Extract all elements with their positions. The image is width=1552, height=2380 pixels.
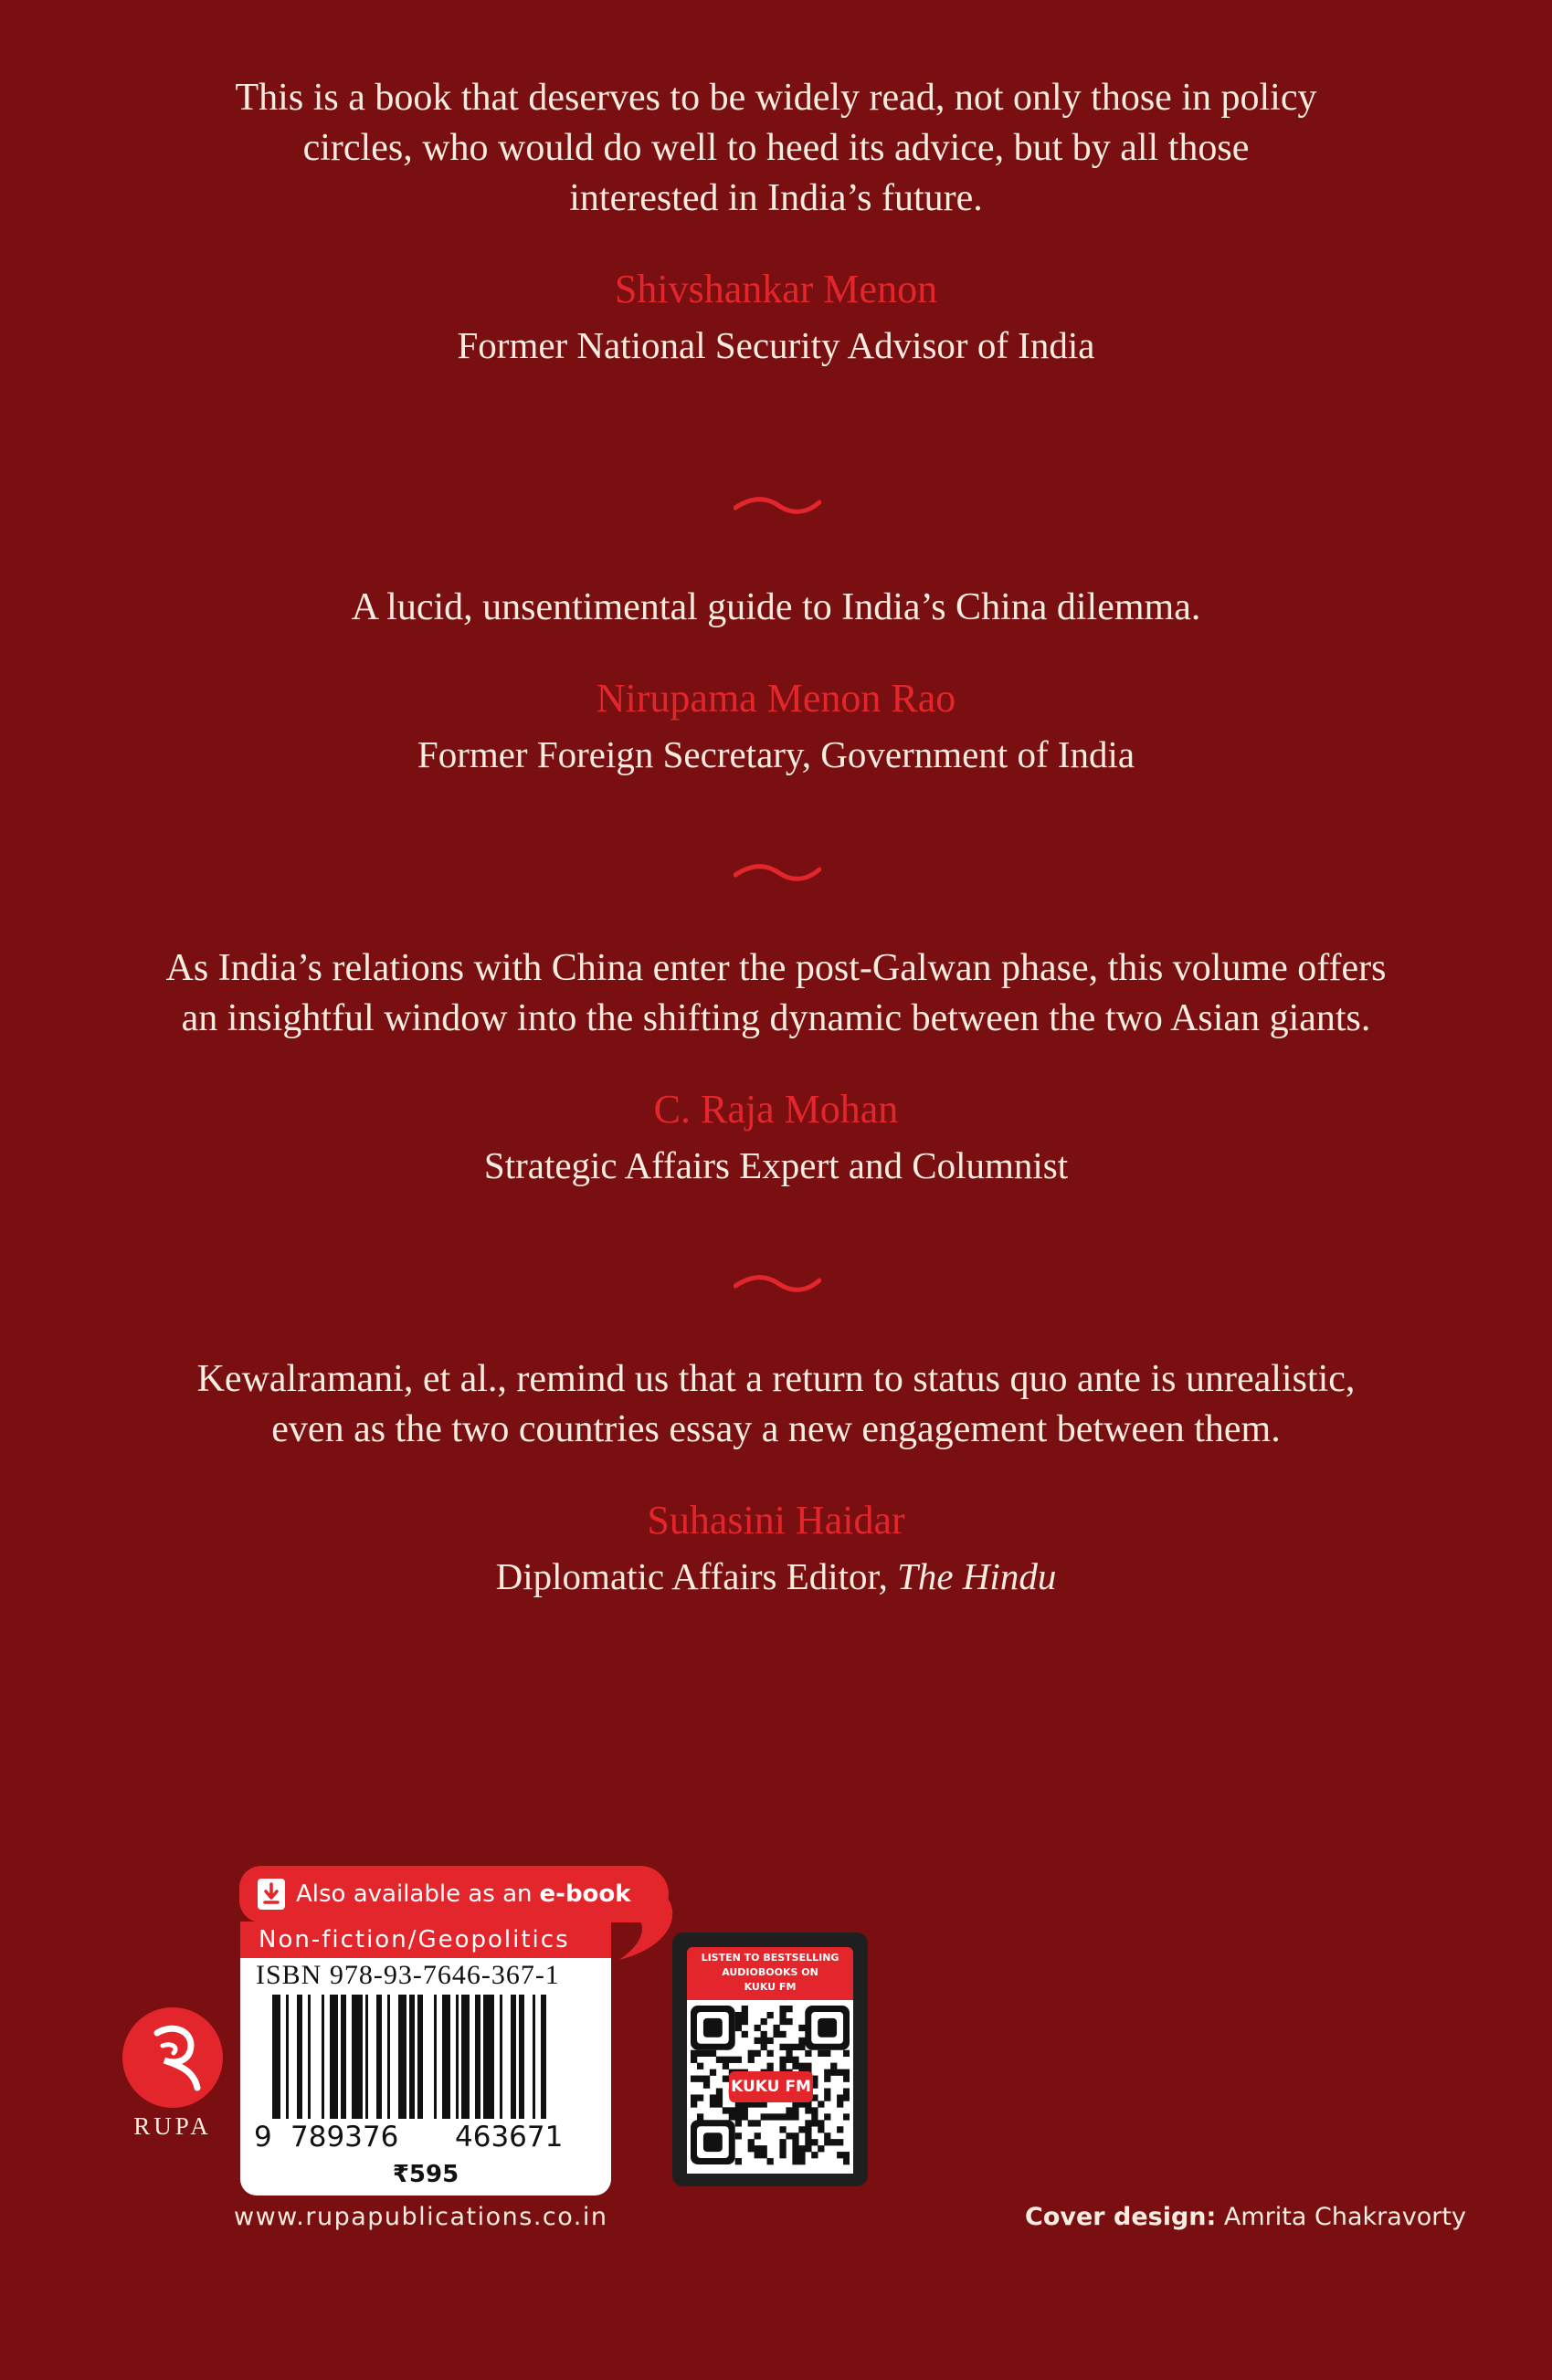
ebook-text: Also available as an — [296, 1880, 533, 1908]
ebook-bold-text: e-book — [539, 1880, 631, 1908]
blurb-author: Suhasini Haidar — [647, 1498, 905, 1543]
blurb-3 — [0, 943, 1552, 1191]
publisher-website: www.rupapublications.co.in — [234, 2203, 608, 2231]
book-price: ₹595 — [392, 2161, 459, 2188]
swash-divider-icon — [734, 860, 821, 888]
publisher-name: RUPA — [133, 2112, 212, 2140]
qr-heading — [687, 1947, 853, 2000]
qr-heading-line: KUKU FM — [744, 1981, 797, 1993]
blurb-4 — [0, 1354, 1552, 1602]
blurb-quote — [0, 583, 1552, 633]
blurb-2 — [0, 583, 1552, 780]
barcode-digit-lead: 9 — [254, 2121, 272, 2154]
quote-line: Kewalramani, et al., remind us that a return to status quo ante is unrealistic, — [196, 1358, 1356, 1400]
blurb-author-role: Former National Security Advisor of India — [457, 324, 1095, 366]
quote-line: This is a book that deserves to be widely read, not only those in policy — [235, 77, 1317, 119]
blurb-author-role: Former Foreign Secretary, Government of India — [417, 733, 1135, 775]
credit-name: Amrita Chakravorty — [1223, 2203, 1466, 2231]
cover-design-credit — [1025, 2203, 1466, 2231]
blurb-quote — [0, 1354, 1552, 1455]
quote-line: A lucid, unsentimental guide to India’s China dilemma. — [351, 586, 1201, 628]
barcode-icon — [272, 1995, 583, 2119]
blurb-1 — [0, 73, 1552, 371]
quote-line: circles, who would do well to heed its advice, but by all those — [302, 127, 1250, 169]
swash-divider-icon — [734, 493, 821, 521]
barcode-digits-left: 789376 — [290, 2121, 399, 2154]
blurb-author: Nirupama Menon Rao — [596, 676, 956, 721]
barcode-digits-right: 463671 — [455, 2121, 564, 2154]
quote-line: interested in India’s future. — [569, 177, 983, 219]
blurb-quote — [0, 943, 1552, 1044]
publication-name: The Hindu — [897, 1555, 1057, 1597]
blurb-quote — [0, 73, 1552, 224]
rupa-logo-icon — [121, 2006, 225, 2110]
isbn-number: ISBN 978-93-7646-367-1 — [256, 1960, 560, 1990]
qr-heading-line: LISTEN TO BESTSELLING — [701, 1952, 839, 1964]
role-prefix: Diplomatic Affairs Editor, — [495, 1555, 898, 1597]
qr-heading-line: AUDIOBOOKS ON — [722, 1966, 818, 1978]
credit-label: Cover design: — [1025, 2203, 1217, 2231]
swash-divider-icon — [734, 1271, 821, 1299]
quote-line: even as the two countries essay a new engagement between them. — [271, 1408, 1281, 1450]
blurb-author: C. Raja Mohan — [653, 1087, 899, 1132]
blurb-author: Shivshankar Menon — [614, 267, 938, 311]
book-category: Non-fiction/Geopolitics — [240, 1922, 611, 1958]
kuku-fm-logo: KUKU FM — [729, 2071, 813, 2102]
blurb-author-role: Strategic Affairs Expert and Columnist — [483, 1144, 1069, 1186]
blurb-author-role — [0, 1552, 1552, 1602]
quote-line: an insightful window into the shifting dynamic between the two Asian giants. — [181, 997, 1371, 1039]
download-icon — [258, 1879, 285, 1910]
quote-line: As India’s relations with China enter the post-Galwan phase, this volume offers — [165, 947, 1387, 989]
ebook-banner — [239, 1866, 669, 1922]
